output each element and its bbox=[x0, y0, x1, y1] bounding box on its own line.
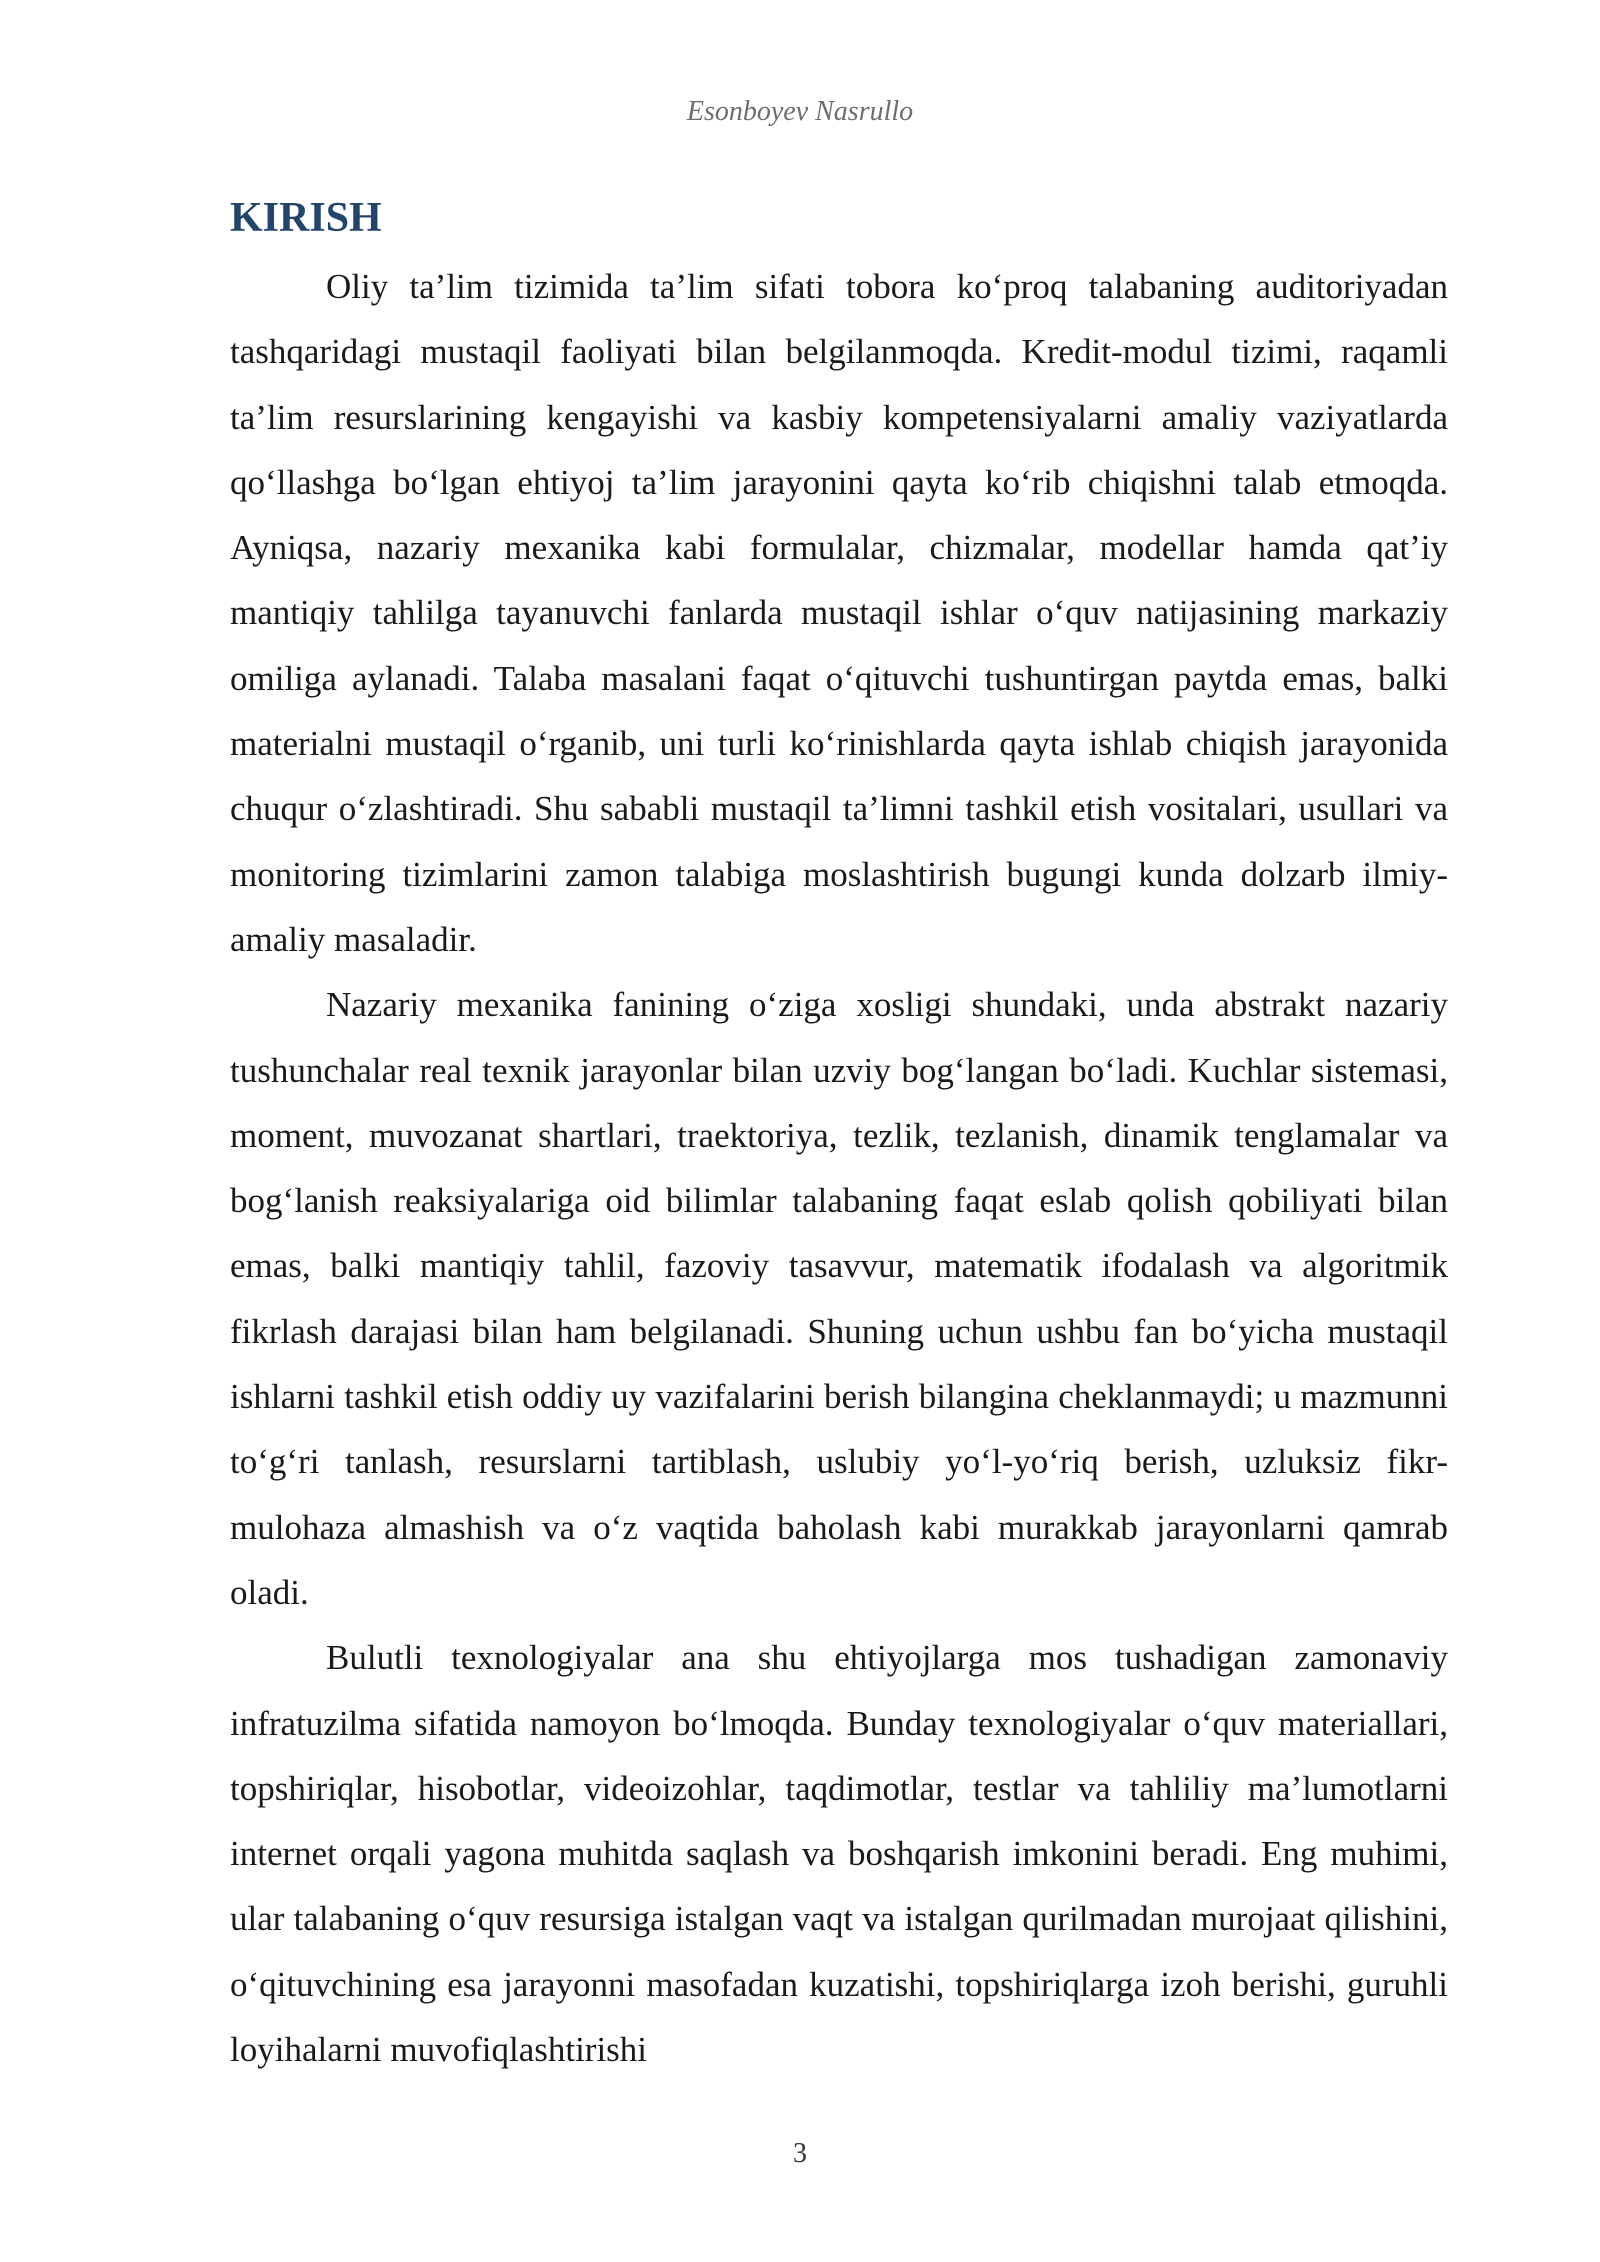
running-header-author: Esonboyev Nasrullo bbox=[686, 96, 914, 127]
page-body bbox=[230, 190, 1448, 2082]
paragraph-3: Bulutli texnologiyalar ana shu ehtiyojlarga mos tushadigan zamonaviy infratuzilma sifatida namoyon bo‘lmoqda. Bunday texnologiyalar o‘quv materiallari, topshiriqlar, hisobotlar, videoizohlar, taqdimotlar, testlar va tahliliy ma’lumotlarni internet orqali yagona muhitda saqlash va boshqarish imkonini beradi. Eng muhimi, ular talabaning o‘quv resursiga istalgan vaqt va istalgan qurilmadan murojaat qilishini, o‘qituvchining esa jarayonni masofadan kuzatishi, topshiriqlarga izoh berishi, guruhli loyihalarni muvofiqlashtirishi bbox=[230, 1638, 1448, 2070]
section-title: KIRISH bbox=[230, 195, 382, 241]
paragraph-1: Oliy ta’lim tizimida ta’lim sifati tobora ko‘proq talabaning auditoriyadan tashqaridagi mustaqil faoliyati bilan belgilanmoqda. Kredit-modul tizimi, raqamli ta’lim resurslarining kengayishi va kasbiy kompetensiyalarni amaliy vaziyatlarda qo‘llashga bo‘lgan ehtiyoj ta’lim jarayonini qayta ko‘rib chiqishni talab etmoqda. Ayniqsa, nazariy mexanika kabi formulalar, chizmalar, modellar hamda qat’iy mantiqiy tahlilga tayanuvchi fanlarda mustaqil ishlar o‘quv natijasining markaziy omiliga aylanadi. Talaba masalani faqat o‘qituvchi tushuntirgan paytda emas, balki materialni mustaqil o‘rganib, uni turli ko‘rinishlarda qayta ishlab chiqish jarayonida chuqur o‘zlashtiradi. Shu sababli mustaqil ta’limni tashkil etish vositalari, usullari va monitoring tizimlarini zamon talabiga moslashtirish bugungi kunda dolzarb ilmiy-amaliy masaladir. bbox=[230, 267, 1448, 959]
page-number: 3 bbox=[793, 2138, 807, 2169]
paragraph-2: Nazariy mexanika fanining o‘ziga xosligi shundaki, unda abstrakt nazariy tushunchalar real texnik jarayonlar bilan uzviy bog‘langan bo‘ladi. Kuchlar sistemasi, moment, muvozanat shartlari, traektoriya, tezlik, tezlanish, dinamik tenglamalar va bog‘lanish reaksiyalariga oid bilimlar talabaning faqat eslab qolish qobiliyati bilan emas, balki mantiqiy tahlil, fazoviy tasavvur, matematik ifodalash va algoritmik fikrlash darajasi bilan ham belgilanadi. Shuning uchun ushbu fan bo‘yicha mustaqil ishlarni tashkil etish oddiy uy vazifalarini berish bilangina cheklanmaydi; u mazmunni to‘g‘ri tanlash, resurslarni tartiblash, uslubiy yo‘l-yo‘riq berish, uzluksiz fikr-mulohaza almashish va o‘z vaqtida baholash kabi murakkab jarayonlarni qamrab oladi. bbox=[230, 985, 1448, 1612]
